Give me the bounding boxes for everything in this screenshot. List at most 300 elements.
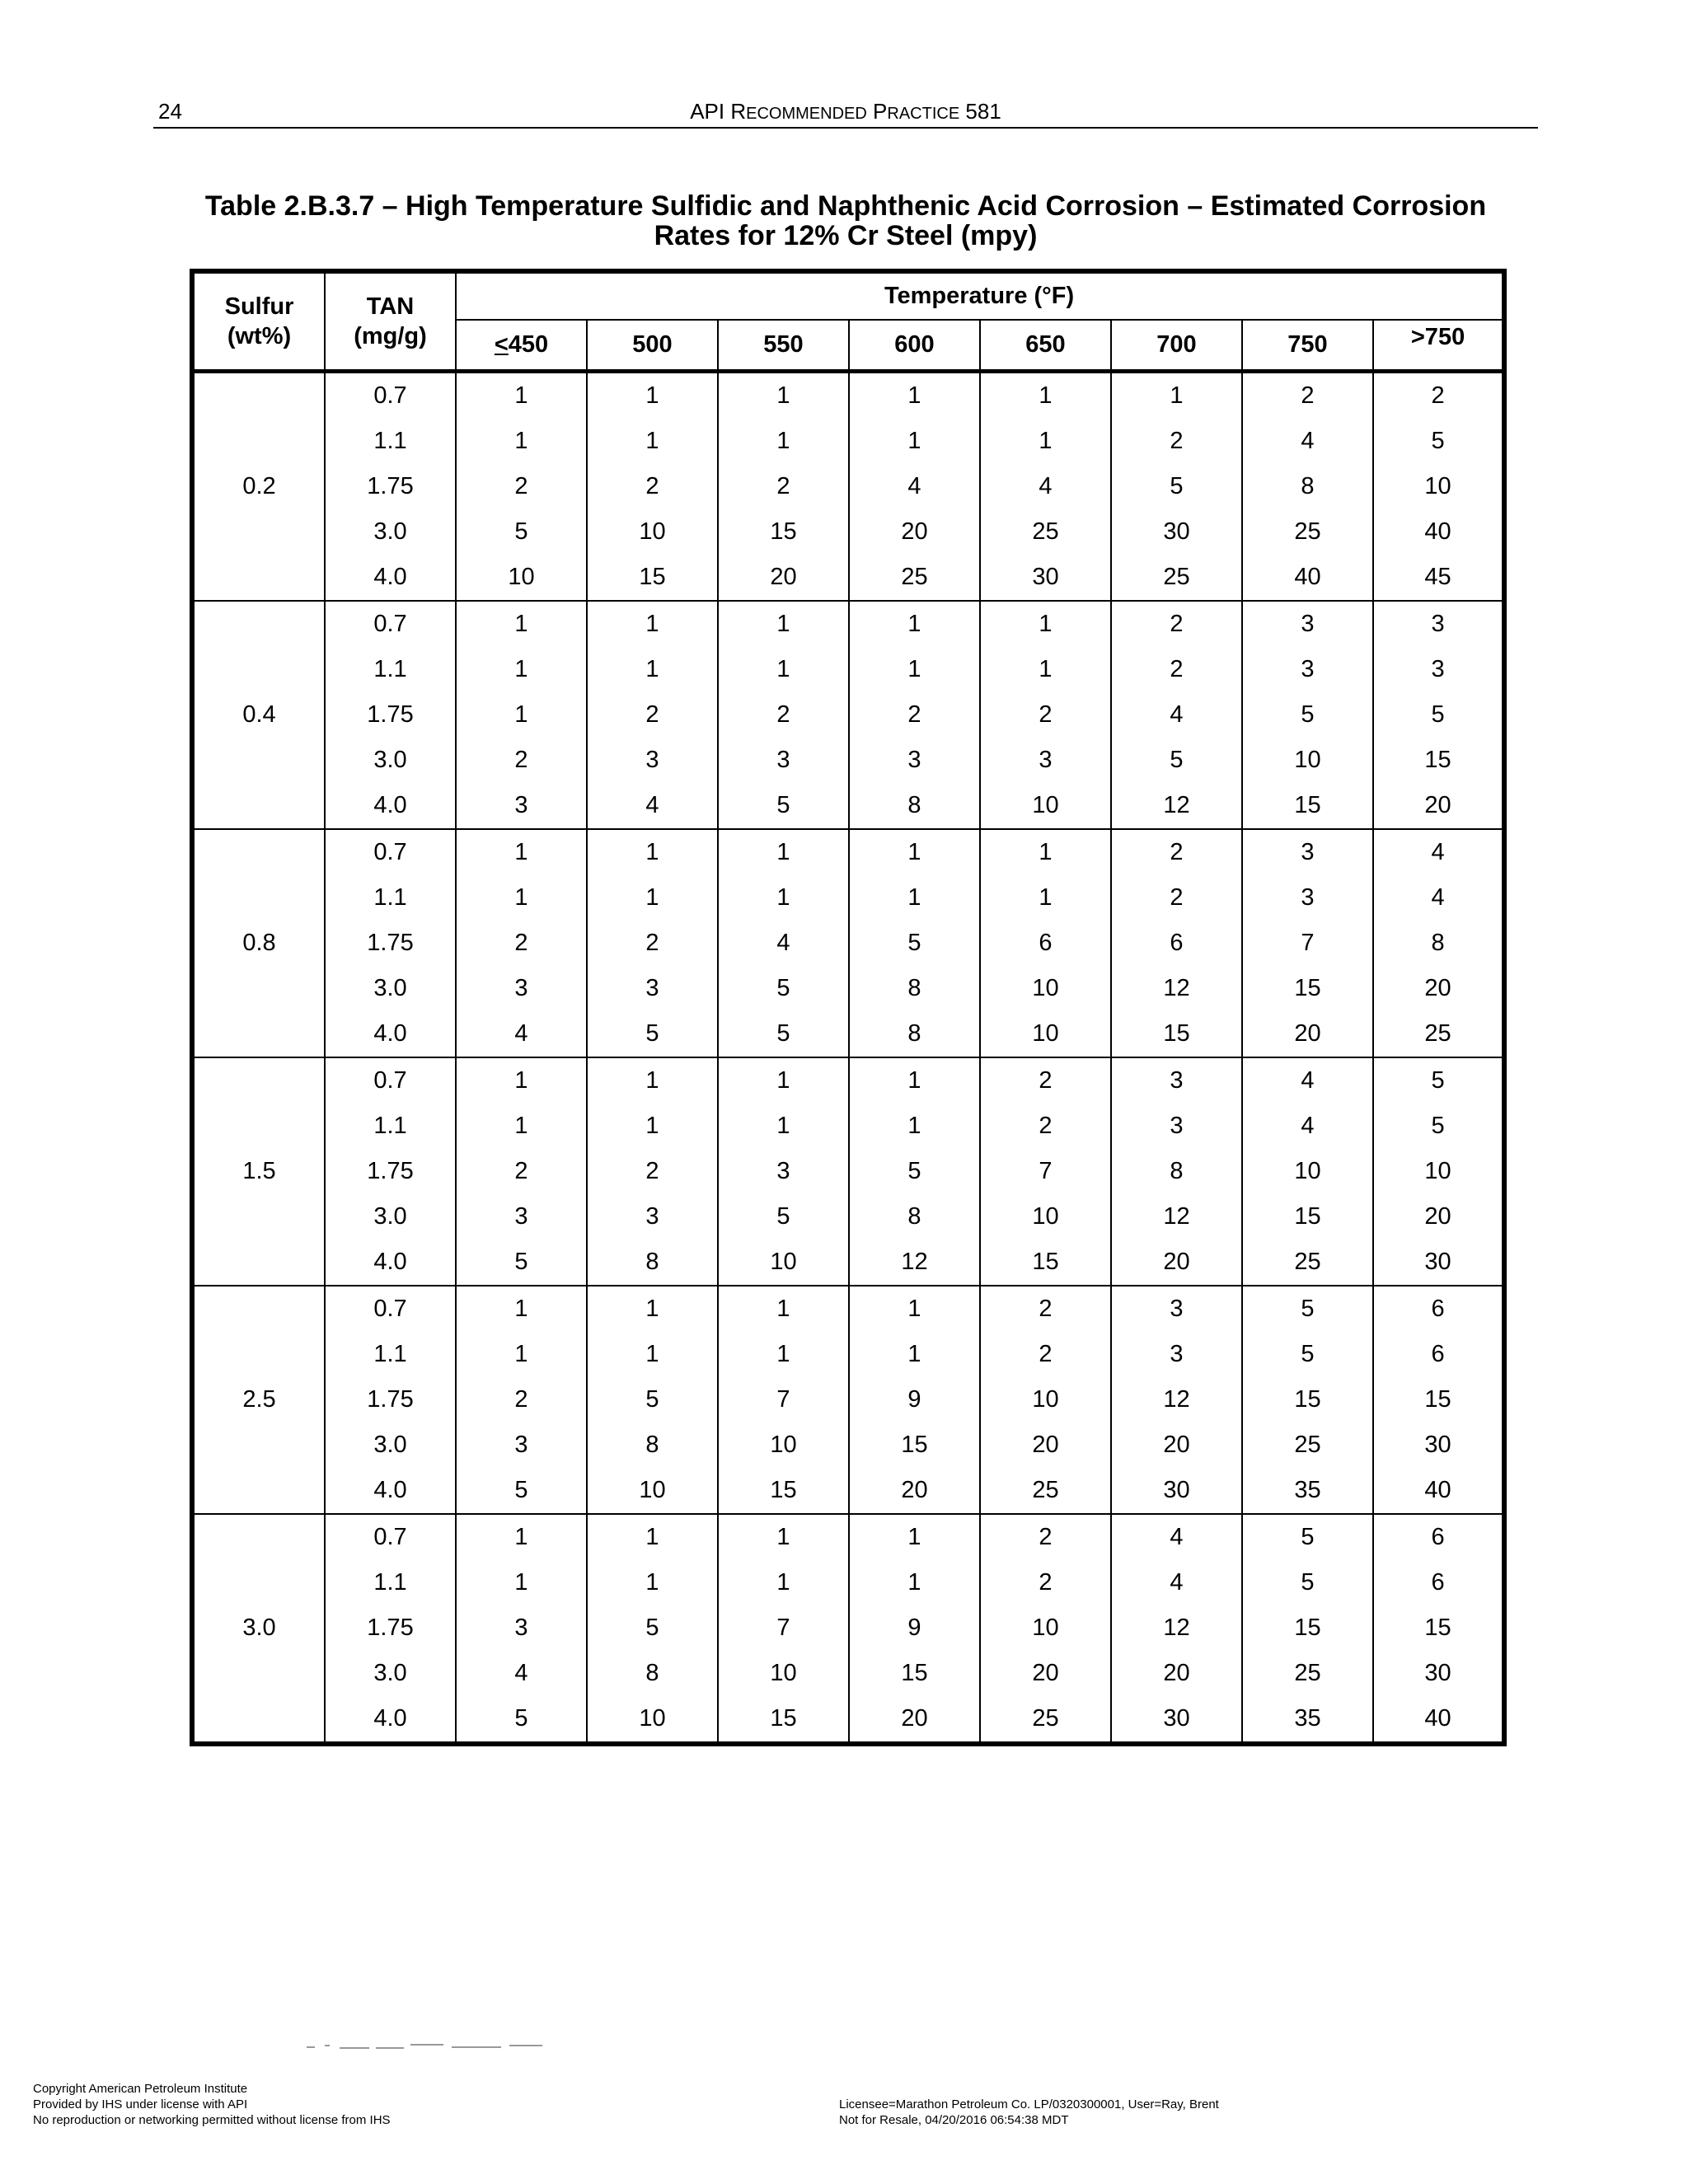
- rate-cell: 1: [456, 372, 587, 419]
- rate-cell: 12: [849, 1240, 980, 1286]
- rate-cell: 1: [849, 1286, 980, 1332]
- rate-cell: 25: [1242, 1651, 1373, 1696]
- tan-cell: 1.75: [325, 692, 456, 738]
- rate-cell: 8: [849, 1011, 980, 1057]
- table-row: [192, 509, 1504, 555]
- rate-cell: 4: [1111, 1514, 1242, 1560]
- rate-cell: 15: [849, 1651, 980, 1696]
- rate-cell: 8: [587, 1240, 718, 1286]
- rate-cell: 7: [1242, 921, 1373, 966]
- rate-cell: 4: [456, 1011, 587, 1057]
- table-row: [192, 1104, 1504, 1149]
- tan-cell: 0.7: [325, 1286, 456, 1332]
- table-row: [192, 738, 1504, 783]
- rate-cell: 4: [1242, 1057, 1373, 1104]
- rate-cell: 40: [1373, 509, 1504, 555]
- tan-cell: 4.0: [325, 1011, 456, 1057]
- rate-cell: 40: [1242, 555, 1373, 601]
- rate-cell: 2: [980, 1332, 1111, 1377]
- rate-cell: 10: [587, 509, 718, 555]
- tan-cell: 1.75: [325, 464, 456, 509]
- rate-cell: 6: [980, 921, 1111, 966]
- tan-cell: 0.7: [325, 1514, 456, 1560]
- table-row: [192, 1011, 1504, 1057]
- rate-cell: 1: [718, 419, 849, 464]
- tan-cell: 1.75: [325, 1377, 456, 1422]
- rate-cell: 3: [1111, 1332, 1242, 1377]
- rate-cell: 1: [456, 692, 587, 738]
- rate-cell: 4: [1111, 692, 1242, 738]
- rate-cell: 20: [980, 1651, 1111, 1696]
- rate-cell: 8: [849, 1194, 980, 1240]
- tan-cell: 4.0: [325, 783, 456, 829]
- rate-cell: 2: [456, 1377, 587, 1422]
- rate-cell: 10: [980, 783, 1111, 829]
- rate-cell: 1: [718, 1286, 849, 1332]
- rate-cell: 2: [849, 692, 980, 738]
- rate-cell: 1: [587, 372, 718, 419]
- rate-cell: 25: [849, 555, 980, 601]
- rate-cell: 1: [587, 647, 718, 692]
- rate-cell: 3: [718, 738, 849, 783]
- rate-cell: 3: [1111, 1057, 1242, 1104]
- rate-cell: 2: [456, 738, 587, 783]
- rate-cell: 1: [849, 1332, 980, 1377]
- rate-cell: 4: [1373, 829, 1504, 875]
- rate-cell: 20: [980, 1422, 1111, 1468]
- rate-cell: 15: [1242, 783, 1373, 829]
- rate-cell: 2: [456, 464, 587, 509]
- table-row: [192, 1057, 1504, 1104]
- rate-cell: 4: [587, 783, 718, 829]
- rate-cell: 20: [849, 1696, 980, 1744]
- rate-cell: 5: [718, 966, 849, 1011]
- tan-cell: 1.75: [325, 1605, 456, 1651]
- rate-cell: 3: [456, 1194, 587, 1240]
- tan-cell: 1.75: [325, 921, 456, 966]
- rate-cell: 1: [849, 1104, 980, 1149]
- rate-cell: 10: [980, 966, 1111, 1011]
- table-row: [192, 783, 1504, 829]
- tan-cell: 1.1: [325, 1332, 456, 1377]
- rate-cell: 5: [1111, 464, 1242, 509]
- rate-cell: 3: [587, 1194, 718, 1240]
- table-row: [192, 1149, 1504, 1194]
- rate-cell: 25: [1111, 555, 1242, 601]
- sulfur-group: [192, 372, 1504, 602]
- rate-cell: 1: [587, 419, 718, 464]
- rate-cell: 5: [456, 509, 587, 555]
- rate-cell: 5: [1242, 692, 1373, 738]
- rate-cell: 2: [587, 692, 718, 738]
- tan-cell: 4.0: [325, 1240, 456, 1286]
- rate-cell: 3: [587, 966, 718, 1011]
- rate-cell: 12: [1111, 783, 1242, 829]
- rate-cell: 2: [980, 1560, 1111, 1605]
- rate-cell: 2: [718, 692, 849, 738]
- rate-cell: 3: [456, 966, 587, 1011]
- rate-cell: 35: [1242, 1696, 1373, 1744]
- rate-cell: 2: [980, 1514, 1111, 1560]
- rate-cell: 20: [1111, 1240, 1242, 1286]
- rate-cell: 2: [980, 692, 1111, 738]
- tan-cell: 4.0: [325, 555, 456, 601]
- rate-cell: 5: [587, 1011, 718, 1057]
- table-row: [192, 1468, 1504, 1514]
- table-title: [153, 191, 1538, 251]
- rate-cell: 1: [456, 829, 587, 875]
- rate-cell: 1: [718, 601, 849, 647]
- rate-cell: 1: [456, 1560, 587, 1605]
- rate-cell: 6: [1373, 1560, 1504, 1605]
- sulfur-group: [192, 1514, 1504, 1744]
- tan-cell: 0.7: [325, 601, 456, 647]
- rate-cell: 2: [1111, 647, 1242, 692]
- rate-cell: 5: [587, 1605, 718, 1651]
- table-row: [192, 419, 1504, 464]
- rate-cell: 20: [849, 1468, 980, 1514]
- table-row: [192, 829, 1504, 875]
- rate-cell: 1: [849, 829, 980, 875]
- rate-cell: 10: [1373, 1149, 1504, 1194]
- rate-cell: 1: [587, 875, 718, 921]
- footer-license: Licensee=Marathon Petroleum Co. LP/0320300001, User=Ray, Brent Not for Resale, 04/20/2016 06:54:38 MDT: [839, 2097, 1219, 2127]
- rate-cell: 8: [587, 1422, 718, 1468]
- rate-cell: 2: [1111, 419, 1242, 464]
- rate-cell: 25: [1373, 1011, 1504, 1057]
- rate-cell: 1: [587, 829, 718, 875]
- table-title-line-1: Table 2.B.3.7 – High Temperature Sulfidic and Naphthenic Acid Corrosion – Estimated Corrosion: [204, 190, 1487, 222]
- tan-cell: 3.0: [325, 1194, 456, 1240]
- sulfur-group: [192, 601, 1504, 829]
- tan-cell: 4.0: [325, 1696, 456, 1744]
- rate-cell: 1: [456, 1332, 587, 1377]
- tan-cell: 3.0: [325, 509, 456, 555]
- rate-cell: 1: [849, 875, 980, 921]
- temperature-column-header: 600: [849, 320, 980, 372]
- rate-cell: 8: [1242, 464, 1373, 509]
- rate-cell: 8: [849, 783, 980, 829]
- rate-cell: 1: [456, 1057, 587, 1104]
- rate-cell: 10: [718, 1240, 849, 1286]
- rate-cell: 3: [456, 1605, 587, 1651]
- rate-cell: 12: [1111, 1377, 1242, 1422]
- page-header: [153, 96, 1538, 129]
- table-row: [192, 875, 1504, 921]
- running-title: API RECOMMENDED PRACTICE 581: [690, 99, 1001, 124]
- rate-cell: 1: [718, 1560, 849, 1605]
- rate-cell: 15: [1373, 738, 1504, 783]
- rate-cell: 3: [1111, 1104, 1242, 1149]
- rate-cell: 10: [980, 1377, 1111, 1422]
- rate-cell: 4: [980, 464, 1111, 509]
- rate-cell: 1: [980, 647, 1111, 692]
- rate-cell: 1: [718, 372, 849, 419]
- temperature-header: Temperature (°F): [456, 271, 1504, 320]
- rate-cell: 1: [849, 647, 980, 692]
- table-row: [192, 1377, 1504, 1422]
- rate-cell: 5: [849, 1149, 980, 1194]
- rate-cell: 10: [718, 1651, 849, 1696]
- rate-cell: 4: [1242, 1104, 1373, 1149]
- rate-cell: 30: [1111, 1696, 1242, 1744]
- rate-cell: 4: [1111, 1560, 1242, 1605]
- temperature-column-header: 650: [980, 320, 1111, 372]
- rate-cell: 6: [1373, 1286, 1504, 1332]
- rate-cell: 5: [456, 1468, 587, 1514]
- rate-cell: 2: [587, 464, 718, 509]
- tan-cell: 3.0: [325, 966, 456, 1011]
- temperature-column-header: 550: [718, 320, 849, 372]
- rate-cell: 1: [849, 1057, 980, 1104]
- rate-cell: 10: [456, 555, 587, 601]
- rate-cell: 35: [1242, 1468, 1373, 1514]
- rate-cell: 1: [980, 601, 1111, 647]
- rate-cell: 3: [718, 1149, 849, 1194]
- rate-cell: 15: [1373, 1377, 1504, 1422]
- sulfur-cell: 0.8: [192, 829, 325, 1057]
- rate-cell: 1: [980, 829, 1111, 875]
- rate-cell: 6: [1373, 1514, 1504, 1560]
- tan-cell: 3.0: [325, 1651, 456, 1696]
- rate-cell: 2: [718, 464, 849, 509]
- rate-cell: 5: [718, 1194, 849, 1240]
- rate-cell: 25: [1242, 1240, 1373, 1286]
- rate-cell: 2: [456, 1149, 587, 1194]
- rate-cell: 10: [1242, 1149, 1373, 1194]
- tan-cell: 1.1: [325, 1560, 456, 1605]
- tan-cell: 0.7: [325, 372, 456, 419]
- rate-cell: 25: [1242, 509, 1373, 555]
- sulfur-group: [192, 1057, 1504, 1286]
- rate-cell: 5: [1373, 692, 1504, 738]
- rate-cell: 1: [849, 1514, 980, 1560]
- sulfur-cell: 1.5: [192, 1057, 325, 1286]
- rate-cell: 5: [1373, 1057, 1504, 1104]
- rate-cell: 30: [980, 555, 1111, 601]
- rate-cell: 10: [587, 1696, 718, 1744]
- page-number: 24: [158, 99, 182, 124]
- rate-cell: 1: [456, 1286, 587, 1332]
- rate-cell: 15: [980, 1240, 1111, 1286]
- rate-cell: 5: [1242, 1560, 1373, 1605]
- rate-cell: 8: [1373, 921, 1504, 966]
- rate-cell: 1: [587, 1514, 718, 1560]
- rate-cell: 3: [1111, 1286, 1242, 1332]
- rate-cell: 15: [587, 555, 718, 601]
- rate-cell: 15: [718, 509, 849, 555]
- rate-cell: 3: [1373, 647, 1504, 692]
- rate-cell: 20: [1242, 1011, 1373, 1057]
- tan-cell: 1.1: [325, 647, 456, 692]
- rate-cell: 1: [718, 1104, 849, 1149]
- rate-cell: 8: [1111, 1149, 1242, 1194]
- rate-cell: 4: [718, 921, 849, 966]
- rate-cell: 5: [587, 1377, 718, 1422]
- rate-cell: 4: [456, 1651, 587, 1696]
- rate-cell: 1: [587, 1286, 718, 1332]
- sulfur-group: [192, 829, 1504, 1057]
- rate-cell: 15: [1242, 966, 1373, 1011]
- rate-cell: 20: [1373, 1194, 1504, 1240]
- rate-cell: 30: [1373, 1651, 1504, 1696]
- rate-cell: 2: [1111, 829, 1242, 875]
- rate-cell: 2: [456, 921, 587, 966]
- rate-cell: 30: [1111, 509, 1242, 555]
- rate-cell: 3: [849, 738, 980, 783]
- tan-cell: 1.1: [325, 419, 456, 464]
- table-row: [192, 372, 1504, 419]
- rate-cell: 1: [456, 875, 587, 921]
- rate-cell: 4: [1373, 875, 1504, 921]
- rate-cell: 15: [849, 1422, 980, 1468]
- rate-cell: 3: [1242, 647, 1373, 692]
- table-row: [192, 1422, 1504, 1468]
- rate-cell: 9: [849, 1605, 980, 1651]
- rate-cell: 1: [718, 647, 849, 692]
- rate-cell: 20: [718, 555, 849, 601]
- rate-cell: 40: [1373, 1696, 1504, 1744]
- tan-cell: 1.1: [325, 875, 456, 921]
- rate-cell: 15: [718, 1696, 849, 1744]
- rate-cell: 1: [456, 419, 587, 464]
- rate-cell: 6: [1373, 1332, 1504, 1377]
- rate-cell: 1: [718, 1332, 849, 1377]
- rate-cell: 5: [1111, 738, 1242, 783]
- tan-cell: 0.7: [325, 1057, 456, 1104]
- table-row: [192, 1605, 1504, 1651]
- rate-cell: 25: [1242, 1422, 1373, 1468]
- rate-cell: 20: [1111, 1422, 1242, 1468]
- rate-cell: 5: [1242, 1286, 1373, 1332]
- rate-cell: 1: [849, 419, 980, 464]
- table-row: [192, 1194, 1504, 1240]
- table-row: [192, 1560, 1504, 1605]
- rate-cell: 1: [980, 372, 1111, 419]
- rate-cell: 1: [718, 1057, 849, 1104]
- rate-cell: 15: [1111, 1011, 1242, 1057]
- rate-cell: 1: [587, 601, 718, 647]
- table-row: [192, 1332, 1504, 1377]
- rate-cell: 5: [718, 1011, 849, 1057]
- table-row: [192, 601, 1504, 647]
- rate-cell: 15: [1242, 1377, 1373, 1422]
- table-row: [192, 555, 1504, 601]
- tan-cell: 3.0: [325, 1422, 456, 1468]
- rate-cell: 9: [849, 1377, 980, 1422]
- rate-cell: 8: [849, 966, 980, 1011]
- temperature-column-header: 750: [1242, 320, 1373, 372]
- temperature-column-header: 500: [587, 320, 718, 372]
- rate-cell: 7: [718, 1377, 849, 1422]
- rate-cell: 25: [980, 509, 1111, 555]
- rate-cell: 5: [1373, 419, 1504, 464]
- rate-cell: 7: [718, 1605, 849, 1651]
- rate-cell: 4: [1242, 419, 1373, 464]
- rate-cell: 25: [980, 1696, 1111, 1744]
- rate-cell: 10: [1242, 738, 1373, 783]
- rate-cell: 30: [1373, 1422, 1504, 1468]
- rate-cell: 2: [1111, 875, 1242, 921]
- rate-cell: 10: [1373, 464, 1504, 509]
- rate-cell: 1: [849, 372, 980, 419]
- rate-cell: 2: [587, 1149, 718, 1194]
- rate-cell: 20: [1373, 783, 1504, 829]
- table-row: [192, 1286, 1504, 1332]
- rate-cell: 3: [980, 738, 1111, 783]
- rate-cell: 10: [980, 1605, 1111, 1651]
- rate-cell: 1: [456, 1514, 587, 1560]
- rate-cell: 1: [587, 1332, 718, 1377]
- table-row: [192, 921, 1504, 966]
- rate-cell: 15: [718, 1468, 849, 1514]
- rate-cell: 4: [849, 464, 980, 509]
- rate-cell: 2: [1242, 372, 1373, 419]
- rate-cell: 2: [1111, 601, 1242, 647]
- rate-cell: 15: [1373, 1605, 1504, 1651]
- rate-cell: 15: [1242, 1605, 1373, 1651]
- tan-cell: 3.0: [325, 738, 456, 783]
- rate-cell: 6: [1111, 921, 1242, 966]
- rate-cell: 1: [587, 1560, 718, 1605]
- temperature-column-header: <450: [456, 320, 587, 372]
- rate-cell: 2: [980, 1057, 1111, 1104]
- rate-cell: 2: [980, 1286, 1111, 1332]
- rate-cell: 1: [587, 1057, 718, 1104]
- tan-cell: 1.75: [325, 1149, 456, 1194]
- rate-cell: 5: [718, 783, 849, 829]
- table-row: [192, 692, 1504, 738]
- temperature-column-header: >750: [1373, 320, 1504, 372]
- rate-cell: 45: [1373, 555, 1504, 601]
- rate-cell: 3: [1242, 601, 1373, 647]
- rate-cell: 5: [1242, 1514, 1373, 1560]
- rate-cell: 12: [1111, 1605, 1242, 1651]
- rate-cell: 3: [1373, 601, 1504, 647]
- rate-cell: 3: [456, 783, 587, 829]
- rate-cell: 5: [456, 1240, 587, 1286]
- table-row: [192, 1651, 1504, 1696]
- rate-cell: 7: [980, 1149, 1111, 1194]
- rate-cell: 1: [718, 829, 849, 875]
- scan-artifact-marks: [307, 2041, 554, 2053]
- temperature-column-header: 700: [1111, 320, 1242, 372]
- rate-cell: 5: [1242, 1332, 1373, 1377]
- table-row: [192, 1240, 1504, 1286]
- rate-cell: 30: [1373, 1240, 1504, 1286]
- rate-cell: 40: [1373, 1468, 1504, 1514]
- sulfur-cell: 2.5: [192, 1286, 325, 1514]
- rate-cell: 1: [456, 647, 587, 692]
- rate-cell: 10: [718, 1422, 849, 1468]
- rate-cell: 1: [587, 1104, 718, 1149]
- rate-cell: 3: [587, 738, 718, 783]
- table-row: [192, 966, 1504, 1011]
- rate-cell: 1: [1111, 372, 1242, 419]
- rate-cell: 3: [1242, 829, 1373, 875]
- table-header: [192, 271, 1504, 372]
- rate-cell: 5: [1373, 1104, 1504, 1149]
- rate-cell: 1: [980, 875, 1111, 921]
- rate-cell: 30: [1111, 1468, 1242, 1514]
- rate-cell: 25: [980, 1468, 1111, 1514]
- sulfur-cell: 0.4: [192, 601, 325, 829]
- rate-cell: 2: [587, 921, 718, 966]
- rate-cell: 2: [980, 1104, 1111, 1149]
- rate-cell: 1: [456, 1104, 587, 1149]
- table-row: [192, 1696, 1504, 1744]
- rate-cell: 5: [456, 1696, 587, 1744]
